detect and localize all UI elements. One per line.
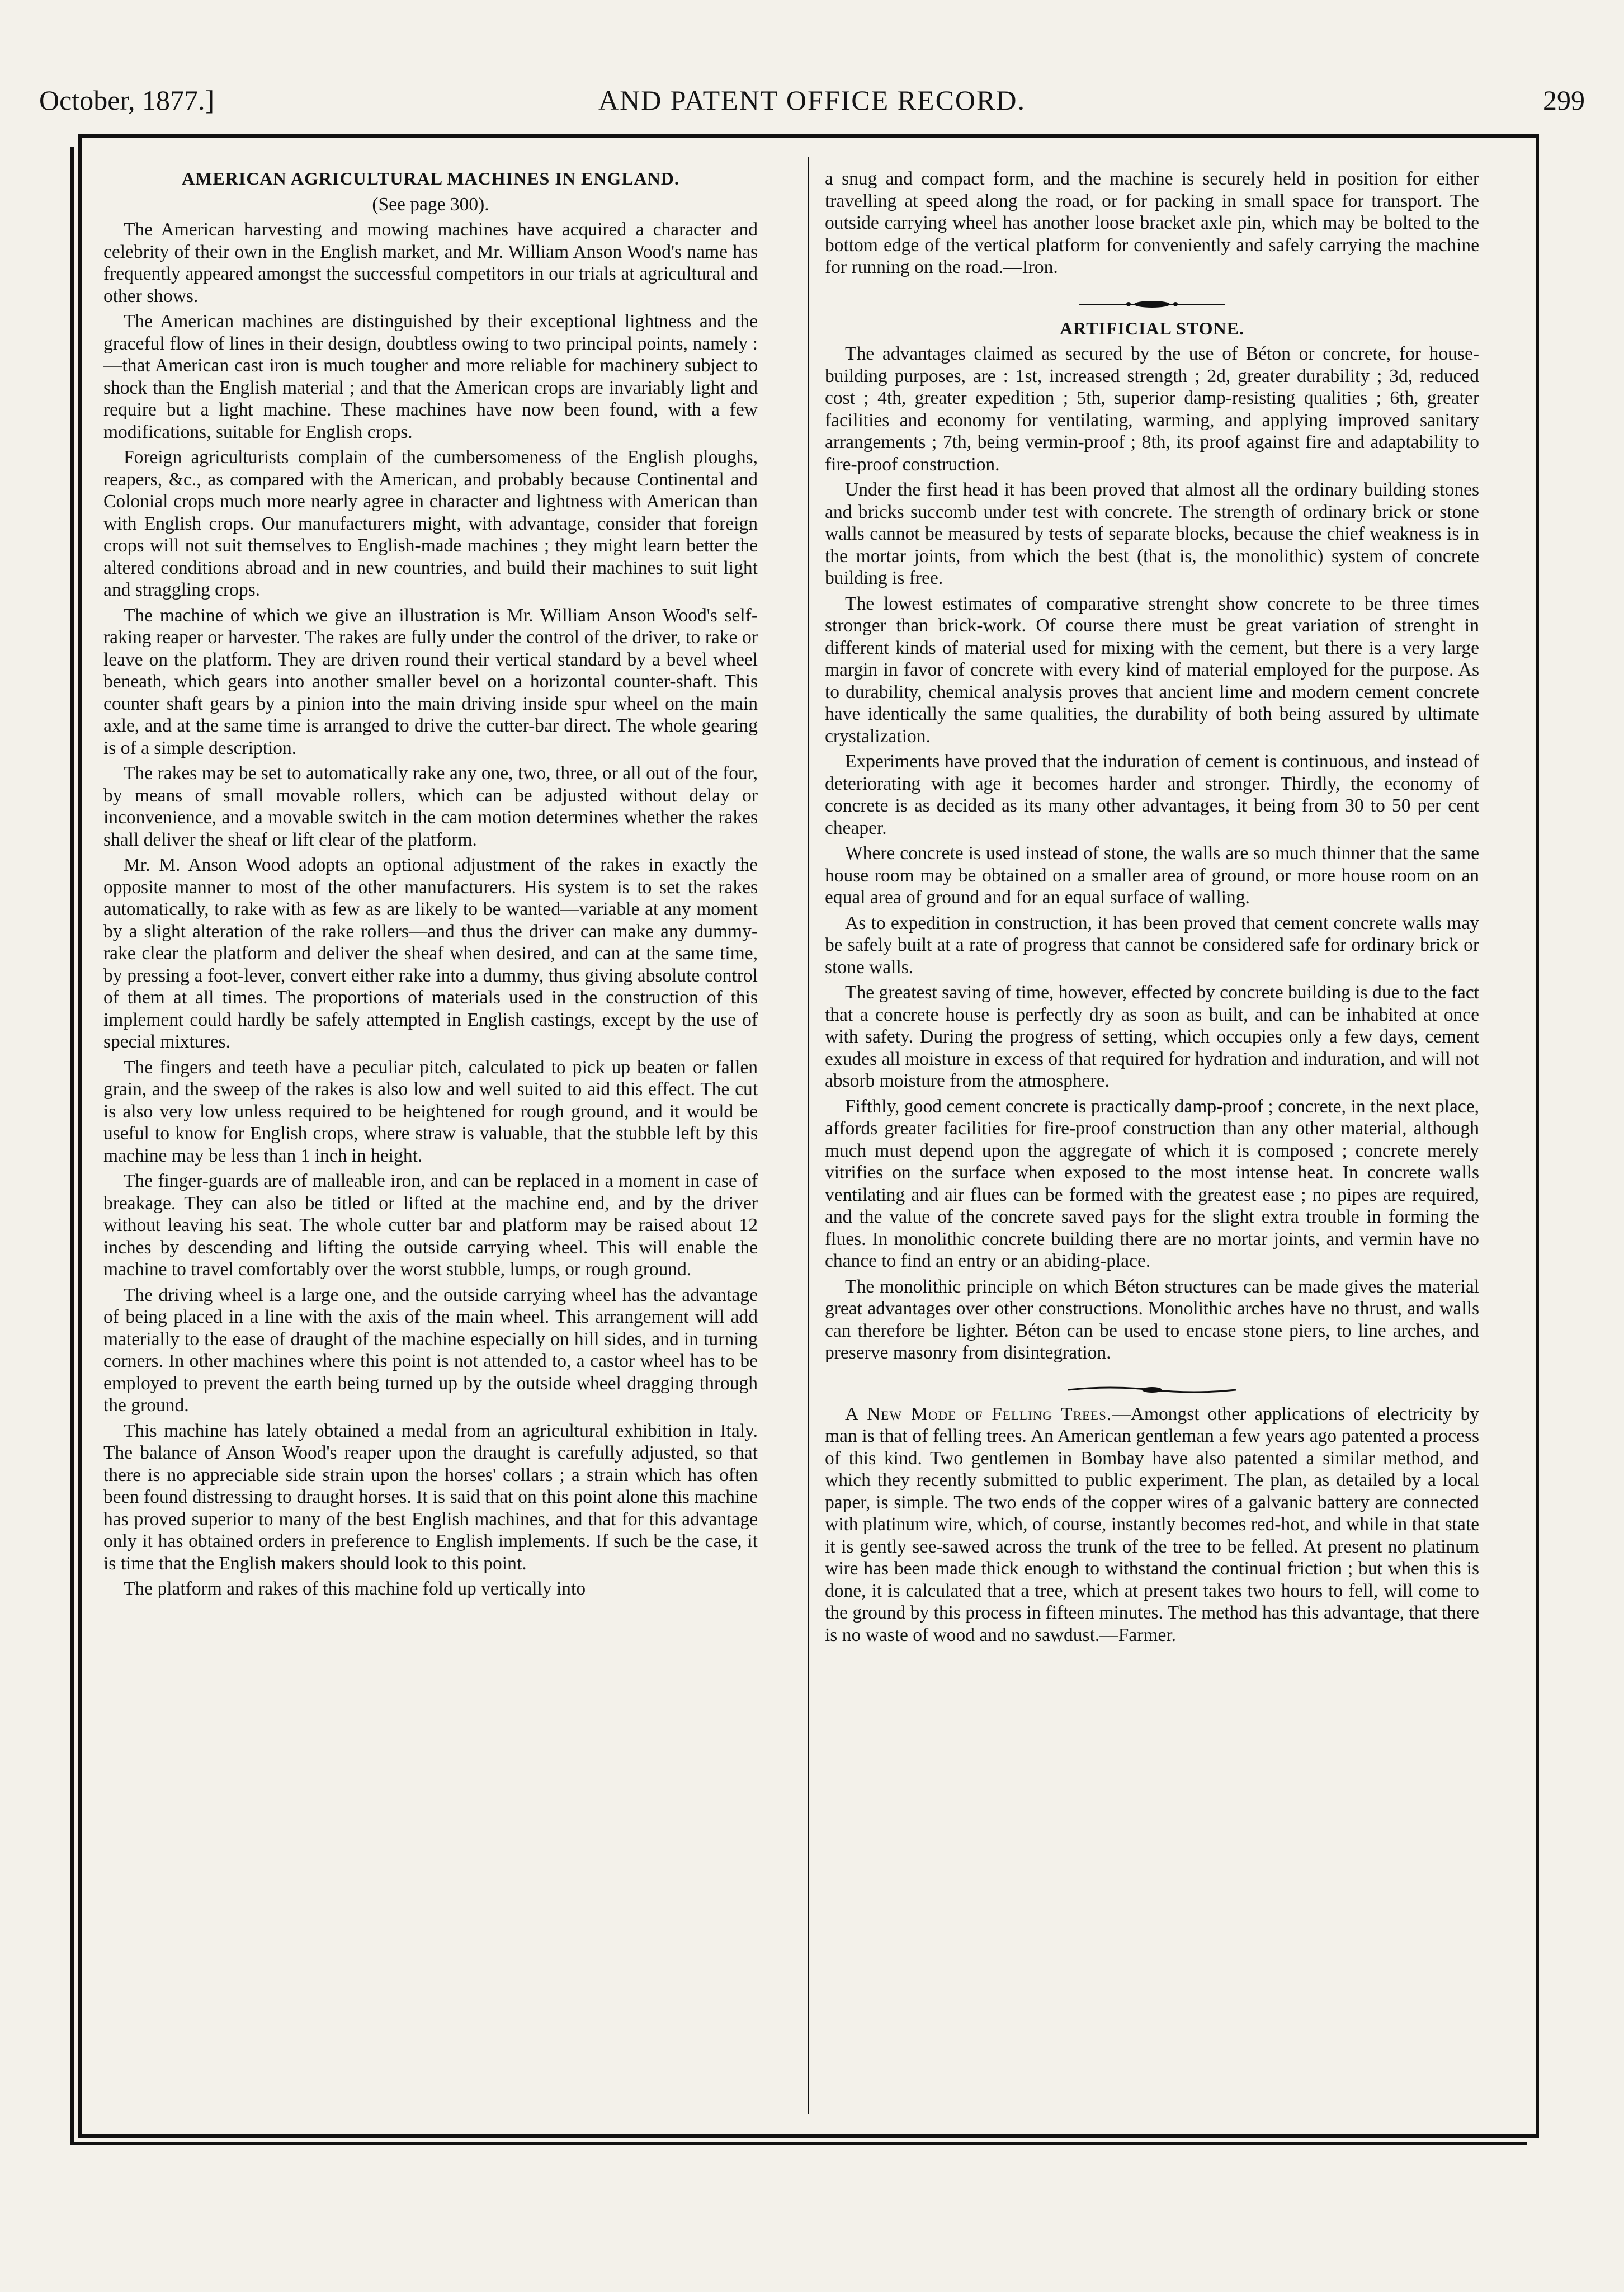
article-heading-agricultural-machines: AMERICAN AGRICULTURAL MACHINES IN ENGLAND. [182,168,679,188]
paragraph: The platform and rakes of this machine fold up vertically into [124,1578,586,1599]
continuation-paragraph: a snug and compact form, and the machine is securely held in position for either travelling at speed along the road, or for packing in small space for transport. The outside carrying wheel has another loose bracket axle pin, which may be bolted to the bottom edge of the vertical platform for conveniently and safely carrying the machine for running on the road.—Iron. [825,168,1479,277]
article-subheading: (See page 300). [372,194,489,215]
paragraph: Under the first head it has been proved that almost all the ordinary building stones and bricks succomb under test with concrete. The strength of ordinary brick or stone walls cannot be measured by tests of separate blocks, because the chief weakness is in the mortar joints, from which the best (that is, the monolithic) system of concrete building is free. [825,479,1479,588]
article-heading-artificial-stone: ARTIFICIAL STONE. [1059,318,1245,338]
felling-trees-paragraph [825,1403,1479,1647]
paragraph: The rakes may be set to automatically rake any one, two, three, or all out of the four, by means of small movable rollers, which can be adjusted without delay or inconvenience, and a movable switch in the cam motion determines whether the rakes shall deliver the sheaf or lift clear of the platform. [103,763,758,850]
paragraph: The fingers and teeth have a peculiar pitch, calculated to pick up beaten or fallen grain, and the sweep of the rakes is also low and well suited to aid this effect. The cut is also very low unless required to be heightened for rough ground, and it would be useful to know for English crops, where straw is valuable, that the stubble left by this machine may be less than 1 inch in height. [103,1057,758,1166]
paragraph: The lowest estimates of comparative strenght show concrete to be three times stronger than brick-work. Of course there must be great variation of strenght in different kinds of material used for mixing with the cement, but there is a very large margin in favor of concrete with every kind of material employed for the purpose. As to durability, chemical analysis proves that ancient lime and modern cement concrete have identically the same qualities, the durability of both being assured by ultimate crystalization. [825,593,1479,747]
felling-trees-title: A New Mode of Felling Trees. [845,1403,1112,1425]
paragraph: The machine of which we give an illustration is Mr. William Anson Wood's self-raking reaper or harvester. The rakes are fully under the control of the driver, to rake or leave on the platform. They are driven round their vertical standard by a bevel wheel beneath, which gears into another smaller bevel on a horizontal counter-shaft. This counter shaft gears by a pinion into the main driving inside spur wheel on the main axle, and at the same time is arranged to drive the cutter-bar direct. The whole gearing is of a simple description. [103,605,758,758]
paragraph: The American harvesting and mowing machines have acquired a character and celebrity of their own in the English market, and Mr. William Anson Wood's name has frequently appeared amongst the successful competitors in our trials at agricultural and other shows. [103,219,758,306]
paragraph: Mr. M. Anson Wood adopts an optional adjustment of the rakes in exactly the opposite manner to most of the other manufacturers. His system is to set the rakes automatically, to rake with as few as are likely to be wanted—variable at any moment by a slight alteration of the rake rollers—and thus the driver can make any dummy-rake clear the platform and deliver the sheaf when desired, and can at the same time, by pressing a foot-lever, convert either rake into a dummy, thus giving absolute control of them at all times. The proportions of materials used in the construction of this implement could hardly be safely attempted in English castings, except by the use of special mixtures. [103,855,758,1052]
left-column [103,168,758,1604]
felling-trees-text: —Amongst other applications of electricity by man is that of felling trees. An American gentleman a few years ago patented a process of this kind. Two gentlemen in Bombay have also patented a similar method, and which they recently submitted to public experiment. The plan, as detailed by a local paper, is simple. The two ends of the copper wires of a galvanic battery are connected with platinum wire, which, of course, instantly becomes red-hot, and while in that state it is gently see-sawed across the trunk of the tree to be felled. At present no platinum wire has been made thick enough to withstand the continual friction ; but when this is done, it is calculated that a tree, which at present takes two hours to fell, will come to the ground by this process in fifteen minutes. The method has this advantage, that there is no waste of wood and no sawdust.—Farmer. [825,1403,1479,1645]
page-number: 299 [1543,84,1585,116]
paragraph: The monolithic principle on which Béton structures can be made gives the material great advantages over other constructions. Monolithic arches have no thrust, and walls can therefore be lighter. Béton can be used to encase stone piers, to line arches, and preserve masonry from disintegration. [825,1276,1479,1363]
section-ornament [825,1379,1479,1395]
paragraph: Foreign agriculturists complain of the cumbersomeness of the English ploughs, reapers, &c., as compared with the American, and probably because Continental and Colonial crops much more nearly agree in character and lightness with American than with English crops. Our manufacturers might, with advantage, consider that foreign crops will not suit themselves to English-made machines ; they might learn better the altered conditions abroad and in new countries, and build their machines to suit light and straggling crops. [103,447,758,600]
paragraph: The finger-guards are of malleable iron, and can be replaced in a moment in case of breakage. They can also be titled or lifted at the machine end, and by the driver without leaving his seat. The whole cutter bar and platform may be raised about 12 inches by descending and lifting the outside carrying wheel. This will enable the machine to travel comfortably over the worst stubble, lumps, or rough ground. [103,1171,758,1280]
paragraph: The driving wheel is a large one, and the outside carrying wheel has the advantage of being placed in a line with the axis of the main wheel. This arrangement will add materially to the ease of draught of the machine especially on hill sides, and in turning corners. In other machines where this point is not attended to, a castor wheel has to be employed to prevent the earth being turned up by the outside wheel dragging through the ground. [103,1284,758,1416]
paragraph: As to expedition in construction, it has been proved that cement concrete walls may be safely built at a rate of progress that cannot be considered safe for ordinary brick or stone walls. [825,912,1479,978]
paragraph: Fifthly, good cement concrete is practically damp-proof ; concrete, in the next place, affords greater facilities for fire-proof construction than any other material, although much must depend upon the aggregate of which it is composed ; concrete merely vitrifies on the surface when exposed to the most intense heat. In concrete walls ventilating and air flues can be formed with the greatest ease ; no pipes are required, and the value of the concrete saved pays for the slight extra trouble in forming the flues. In monolithic concrete building there are no mortar joints, and vermin have no chance to find an entry or an abiding-place. [825,1096,1479,1271]
paragraph: The American machines are distinguished by their exceptional lightness and the graceful flow of lines in their design, doubtless owing to two principal points, namely :—that American cast iron is much tougher and more reliable for machinery subject to shock than the English material ; and that the American crops are invariably light and require but a light machine. These machines have now been found, with a few modifications, suitable for English crops. [103,311,758,442]
paragraph: Where concrete is used instead of stone, the walls are so much thinner that the same house room may be obtained on a smaller area of ground, or more house room on an equal area of ground and for an equal surface of walling. [825,843,1479,908]
section-ornament [825,293,1479,310]
page-header [39,84,1585,123]
column-divider [808,157,809,2114]
paragraph: The advantages claimed as secured by the use of Béton or concrete, for house-building purposes, are : 1st, increased strength ; 2d, greater durability ; 3d, reduced cost ; 4th, greater expedition ; 5th, superior damp-resisting qualities ; 6th, greater facilities and economy for ventilating, warming, and applying improved sanitary arrangements ; 7th, being vermin-proof ; 8th, its proof against fire and adaptability to fire-proof construction. [825,343,1479,475]
right-column [825,168,1479,1649]
paragraph: Experiments have proved that the induration of cement is continuous, and instead of deteriorating with age it becomes harder and stronger. Thirdly, the economy of concrete is as decided as its many other advantages, it being from 30 to 50 per cent cheaper. [825,751,1479,838]
issue-date: October, 1877.] [39,84,215,116]
paragraph: The greatest saving of time, however, effected by concrete building is due to the fact that a concrete house is perfectly dry as soon as built, and can be inhabited at once with safety. During the progress of setting, which occupies only a few days, cement exudes all moisture in excess of that required for hydration and induration, and will not absorb moisture from the atmosphere. [825,982,1479,1091]
paragraph: This machine has lately obtained a medal from an agricultural exhibition in Italy. The balance of Anson Wood's reaper upon the draught is carefully adjusted, so that there is no appreciable side strain upon the horses' collars ; a strain which has often been found distressing to draught horses. It is said that on this point alone this machine has proved superior to many of the best English machines, and that for this advantage only it has obtained orders in preference to English implements. If such be the case, it is time that the English makers should look to this point. [103,1420,758,1574]
journal-title: AND PATENT OFFICE RECORD. [598,84,1026,116]
